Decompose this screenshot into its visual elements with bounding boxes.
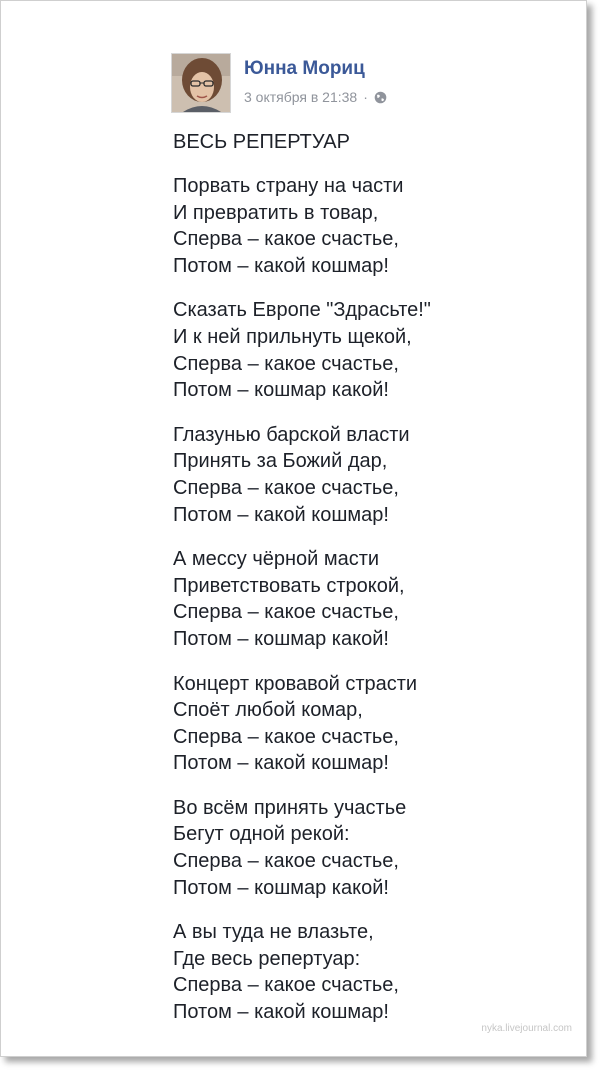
poem-stanza [173, 795, 573, 901]
watermark: nyka.livejournal.com [481, 1023, 572, 1034]
poem-title: ВЕСЬ РЕПЕРТУАР [173, 131, 350, 153]
poem-stanzas [173, 173, 573, 1026]
poem-line: Сперва – какое счастье, [173, 725, 399, 748]
poem-line: Принять за Божий дар, [173, 450, 388, 473]
globe-icon[interactable] [374, 91, 387, 104]
poem-line: Сперва – какое счастье, [173, 850, 399, 873]
poem-line: Где весь репертуар: [173, 947, 361, 970]
poem-line: Бегут одной рекой: [173, 823, 350, 846]
poem-line: Концерт кровавой страсти [173, 672, 418, 695]
poem-line: Глазунью барской власти [173, 423, 410, 446]
poem-line: Сказать Европе "Здрасьте!" [173, 299, 431, 322]
meta-separator: · [363, 89, 368, 105]
poem-line: Потом – кошмар какой! [173, 627, 389, 650]
poem-line: А вы туда не влазьте, [173, 921, 374, 944]
poem-stanza [173, 422, 573, 528]
poem-line: А мессу чёрной масти [173, 548, 380, 571]
poem-stanza [173, 546, 573, 652]
post-body [173, 129, 573, 1044]
poem-line: Сперва – какое счастье, [173, 228, 399, 251]
facebook-post [1, 1, 586, 1056]
poem-line: Потом – какой кошмар! [173, 1001, 389, 1024]
poem-line: И превратить в товар, [173, 201, 379, 224]
poem-stanza [173, 671, 573, 777]
poem-line: Потом – какой кошмар! [173, 503, 389, 526]
poem-stanza [173, 173, 573, 279]
avatar[interactable] [171, 53, 231, 113]
poem-line: Во всём принять участье [173, 796, 407, 819]
poem-line: Потом – какой кошмар! [173, 752, 389, 775]
poem-line: Порвать страну на части [173, 175, 404, 197]
poem-line: Сперва – какое счастье, [173, 476, 399, 499]
author-name[interactable]: Юнна Мориц [244, 58, 365, 79]
poem-line: Сперва – какое счастье, [173, 974, 399, 997]
poem-line: Потом – кошмар какой! [173, 379, 389, 402]
avatar-photo [172, 54, 231, 113]
poem-line: Потом – кошмар какой! [173, 876, 389, 899]
poem-line: Сперва – какое счастье, [173, 352, 399, 375]
poem-stanza [173, 297, 573, 403]
poem-line: Споёт любой комар, [173, 699, 363, 722]
post-timestamp[interactable]: 3 октября в 21:38 [244, 89, 358, 105]
poem-line: И к ней прильнуть щекой, [173, 325, 412, 348]
poem-line: Потом – какой кошмар! [173, 254, 389, 277]
poem-line: Приветствовать строкой, [173, 574, 405, 597]
poem-stanza [173, 919, 573, 1025]
post-meta [244, 89, 387, 105]
poem-line: Сперва – какое счастье, [173, 601, 399, 624]
